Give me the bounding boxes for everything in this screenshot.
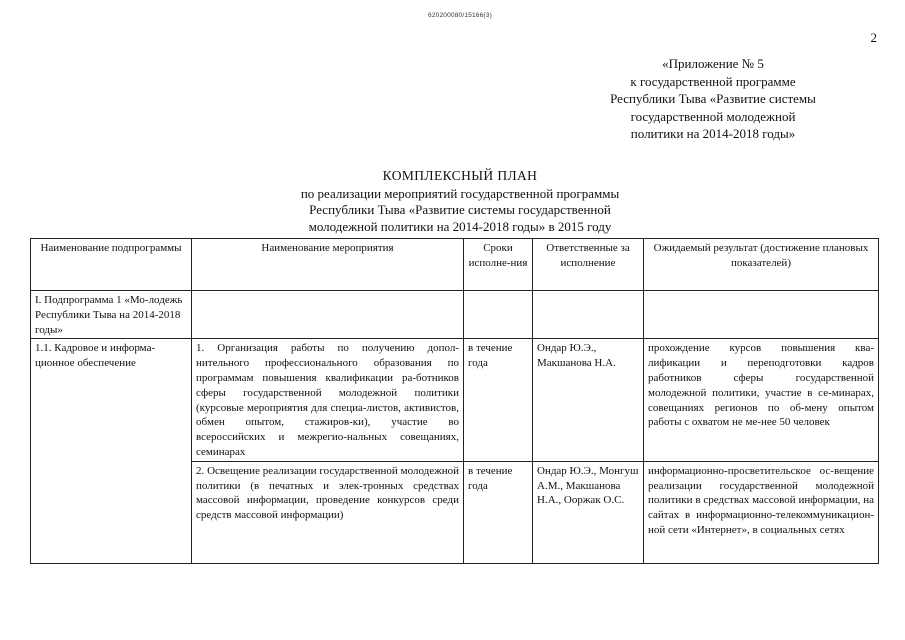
plan-subtitle-line-2: Республики Тыва «Развитие системы государственной — [309, 202, 611, 217]
page-number: 2 — [870, 30, 877, 45]
appendix-line-1: «Приложение № 5 — [662, 56, 764, 71]
cell-deadline: в течение года — [464, 339, 533, 461]
plan-subtitle-line-1: по реализации мероприятий государственной программы — [300, 185, 620, 201]
header-responsible: Ответственные за исполнение — [533, 239, 644, 291]
plan-title-block — [240, 168, 680, 235]
table-row — [31, 291, 879, 339]
cell-result — [644, 291, 879, 339]
header-deadline: Сроки исполне-ния — [464, 239, 533, 291]
plan-subtitle-line-3: молодежной политики на 2014-2018 годы» в 2015 году — [308, 218, 612, 234]
header-event: Наименование мероприятия — [192, 239, 464, 291]
cell-event: 2. Освещение реализации государственной молодежной политики (в печатных и элек-тронных средствах массовой информации, проведение конкурсов среди средств массовой информации) — [192, 461, 464, 563]
cell-responsible: Ондар Ю.Э., Монгуш А.М., Макшанова Н.А., Ооржак О.С. — [533, 461, 644, 563]
header-subprogram: Наименование подпрограммы — [31, 239, 192, 291]
cell-result: прохождение курсов повышения ква-лификации и переподготовки кадров работников сферы государственной молодежной политики, участие в се-минарах, совещаниях регионов по об-мену опытом работы с охватом не ме-нее 50 человек — [644, 339, 879, 461]
plan-table — [30, 238, 879, 564]
cell-deadline — [464, 291, 533, 339]
appendix-line-2: к государственной программе — [630, 73, 796, 89]
cell-responsible: Ондар Ю.Э., Макшанова Н.А. — [533, 339, 644, 461]
appendix-line-3: Республики Тыва «Развитие системы — [610, 91, 816, 106]
appendix-line-5: политики на 2014-2018 годы» — [630, 126, 796, 141]
table-row — [31, 339, 879, 461]
plan-title: КОМПЛЕКСНЫЙ ПЛАН — [382, 168, 538, 183]
header-result: Ожидаемый результат (достижение плановых показателей) — [644, 239, 879, 291]
cell-responsible — [533, 291, 644, 339]
cell-deadline: в течение года — [464, 461, 533, 563]
cell-subprogram: I. Подпрограмма 1 «Мо-лодежь Республики Тыва на 2014-2018 годы» — [31, 291, 192, 339]
appendix-line-4: государственной молодежной — [630, 108, 796, 124]
table-header-row — [31, 239, 879, 291]
cell-subprogram: 1.1. Кадровое и информа-ционное обеспечение — [31, 339, 192, 563]
cell-event — [192, 291, 464, 339]
cell-result: информационно-просветительское ос-вещение реализации государственной молодежной политики в средствах массовой информации, на сайтах в информационно-телекоммуникацион-ной сети «Интернет», в социальных сетях — [644, 461, 879, 563]
cell-event: 1. Организация работы по получению допол-нительного профессионального образования по программам повышения квалификации ра-ботников сферы государственной молодежной политики (курсовые мероприятия для специа-листов, активистов, обмен опытом, стажиров-ки), участие во всероссийских и межрегио-нальных совещаниях, семинарах — [192, 339, 464, 461]
document-code: 620200080/15166(3) — [428, 12, 492, 19]
appendix-note — [543, 55, 883, 143]
